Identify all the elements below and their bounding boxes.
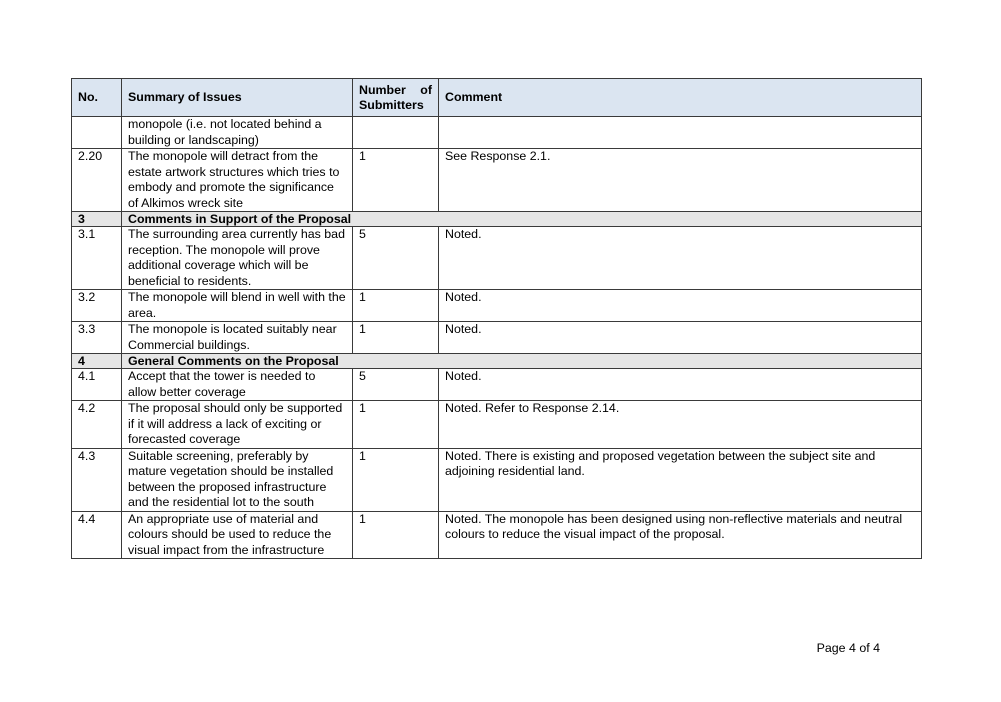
row-number: 1 — [353, 401, 439, 449]
section-row — [72, 212, 922, 227]
row-no: 4.1 — [72, 369, 122, 401]
header-number-of-submitters: Number of Submitters — [353, 79, 439, 117]
header-summary: Summary of Issues — [122, 79, 353, 117]
table-row — [72, 322, 922, 354]
section-row — [72, 354, 922, 369]
issues-table — [71, 78, 922, 559]
row-no: 3.1 — [72, 227, 122, 290]
table-row — [72, 401, 922, 449]
row-number: 1 — [353, 448, 439, 511]
row-comment: Noted. — [439, 322, 922, 354]
row-no — [72, 117, 122, 149]
header-no: No. — [72, 79, 122, 117]
row-comment: Noted. — [439, 290, 922, 322]
header-comment: Comment — [439, 79, 922, 117]
row-number — [353, 117, 439, 149]
row-summary: The proposal should only be supported if it will address a lack of exciting or forecasted coverage — [122, 401, 353, 449]
table-row — [72, 117, 922, 149]
table-row — [72, 290, 922, 322]
row-number: 1 — [353, 511, 439, 559]
row-comment — [439, 117, 922, 149]
row-no: 3.3 — [72, 322, 122, 354]
section-title: Comments in Support of the Proposal — [122, 212, 922, 227]
row-comment: See Response 2.1. — [439, 149, 922, 212]
row-summary: An appropriate use of material and colours should be used to reduce the visual impact from the infrastructure — [122, 511, 353, 559]
row-comment: Noted. — [439, 227, 922, 290]
row-no: 2.20 — [72, 149, 122, 212]
row-summary: Accept that the tower is needed to allow better coverage — [122, 369, 353, 401]
row-summary: Suitable screening, preferably by mature vegetation should be installed between the proposed infrastructure and the residential lot to the south — [122, 448, 353, 511]
row-summary: monopole (i.e. not located behind a building or landscaping) — [122, 117, 353, 149]
section-no: 3 — [72, 212, 122, 227]
row-number: 1 — [353, 149, 439, 212]
row-number: 5 — [353, 369, 439, 401]
page-number: Page 4 of 4 — [816, 641, 880, 655]
row-no: 4.2 — [72, 401, 122, 449]
row-comment: Noted. Refer to Response 2.14. — [439, 401, 922, 449]
section-no: 4 — [72, 354, 122, 369]
row-summary: The monopole will detract from the estate artwork structures which tries to embody and promote the significance of Alkimos wreck site — [122, 149, 353, 212]
table-row — [72, 448, 922, 511]
table-row — [72, 369, 922, 401]
row-summary: The monopole will blend in well with the area. — [122, 290, 353, 322]
row-number: 5 — [353, 227, 439, 290]
row-no: 3.2 — [72, 290, 122, 322]
row-summary: The surrounding area currently has bad reception. The monopole will prove additional coverage which will be beneficial to residents. — [122, 227, 353, 290]
section-title: General Comments on the Proposal — [122, 354, 922, 369]
row-comment: Noted. There is existing and proposed vegetation between the subject site and adjoining residential land. — [439, 448, 922, 511]
row-summary: The monopole is located suitably near Commercial buildings. — [122, 322, 353, 354]
table-row — [72, 149, 922, 212]
row-number: 1 — [353, 290, 439, 322]
row-number: 1 — [353, 322, 439, 354]
row-no: 4.4 — [72, 511, 122, 559]
table-header-row — [72, 79, 922, 117]
row-comment: Noted. — [439, 369, 922, 401]
table-row — [72, 511, 922, 559]
table-row — [72, 227, 922, 290]
row-comment: Noted. The monopole has been designed using non-reflective materials and neutral colours to reduce the visual impact of the proposal. — [439, 511, 922, 559]
row-no: 4.3 — [72, 448, 122, 511]
